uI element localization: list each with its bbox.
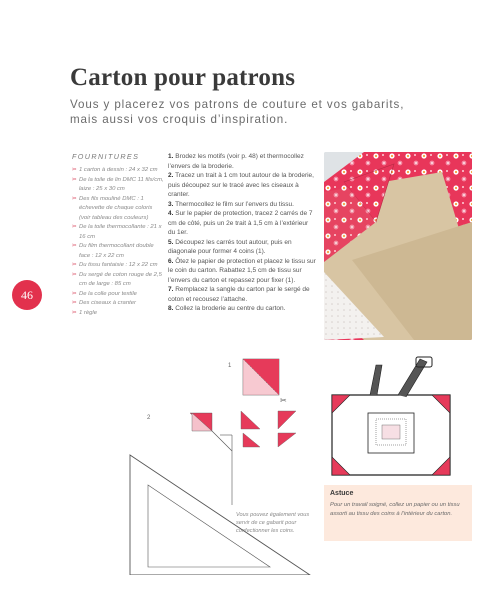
instruction-step: 6. Ôtez le papier de protection et placez le tissu sur le coin du carton. Rabattez 1,5 cm de tissu sur l’envers du carton et repassez pour fixer (1).: [168, 257, 316, 284]
supply-item: ✂ 1 règle: [72, 309, 164, 319]
diagram-label-1: 1: [228, 363, 232, 369]
supplies-heading: FOURNITURES: [72, 152, 140, 161]
bullet-icon: ✂: [72, 195, 77, 202]
bullet-icon: ✂: [72, 224, 77, 230]
bullet-icon: ✂: [72, 176, 77, 183]
tip-text: Pour un travail soigné, collez un papier ou un tissu assorti au tissu des coins à l’intérieur du carton.: [330, 502, 460, 517]
instruction-step: 5. Découpez les carrés tout autour, puis en diagonale pour former 4 coins (1).: [168, 238, 292, 255]
page-subtitle: Vous y placerez vos patrons de couture et vos gabarits, mais aussi vos croquis d’inspiration.: [70, 98, 405, 126]
tip-title: Astuce: [330, 490, 354, 497]
supply-item: ✂ De la colle pour textile: [72, 290, 164, 300]
bullet-icon: ✂: [72, 243, 77, 249]
page-title: Carton pour patrons: [70, 64, 296, 91]
instruction-step: 8. Collez la broderie au centre du carton.: [168, 305, 286, 312]
instruction-step: 3. Thermocollez le film sur l’envers du tissu.: [168, 200, 294, 208]
supply-item: ✂ De la toile de lin DMC 11 fils/cm, laize : 25 x 30 cm: [72, 176, 164, 192]
instructions: [168, 152, 316, 314]
bullet-icon: ✂: [72, 271, 77, 278]
supply-item: ✂ Du sergé de coton rouge de 2,5 cm de large : 85 cm: [72, 271, 162, 287]
supply-item: ✂ Du film thermocollant double face : 12 x 22 cm: [72, 243, 154, 259]
supplies-list: [72, 152, 164, 318]
supply-item: ✂ Du tissu fantaisie : 12 x 22 cm: [72, 261, 164, 271]
instruction-step: 4. Sur le papier de protection, tracez 2 carrés de 7 cm de côté, puis un 2e trait à 1,5 cm à l’extérieur du 1er.: [168, 210, 313, 236]
supply-item: ✂ Des ciseaux à cranter: [72, 299, 164, 309]
diagram-note: Vous pouvez également vous servir de ce gabarit pour confectionner les coins.: [236, 512, 310, 534]
instruction-step: 1. Brodez les motifs (voir p. 48) et thermocollez l’envers de la broderie.: [168, 153, 304, 170]
bullet-icon: ✂: [72, 290, 77, 297]
bullet-icon: ✂: [72, 167, 77, 173]
bullet-icon: ✂: [72, 300, 77, 306]
supply-item: ✂ De la toile thermocollante : 21 x 16 cm: [72, 224, 162, 240]
instruction-step: 7. Remplacez la sangle du carton par le sergé de coton et recousez l’attache.: [168, 286, 310, 303]
photo-illustration: [324, 152, 472, 340]
instruction-step: 2. Tracez un trait à 1 cm tout autour de la broderie, puis découpez sur le tracé avec les ciseaux à cranter.: [168, 172, 314, 198]
product-photo: [324, 152, 472, 340]
bullet-icon: ✂: [72, 262, 77, 268]
bullet-icon: ✂: [72, 309, 77, 316]
diagram-label-2: 2: [147, 415, 151, 421]
page-number-badge: 46: [12, 280, 42, 310]
svg-text:✂: ✂: [280, 396, 287, 405]
diagram-illustration: [120, 355, 480, 575]
diagram-area: [120, 355, 480, 575]
supply-item: ✂ 1 carton à dessin : 24 x 32 cm: [72, 166, 164, 176]
tip-box: [324, 485, 472, 541]
supply-item: ✂ Des fils mouliné DMC : 1 échevette de chaque coloris (voir tableau des couleurs): [72, 195, 153, 221]
